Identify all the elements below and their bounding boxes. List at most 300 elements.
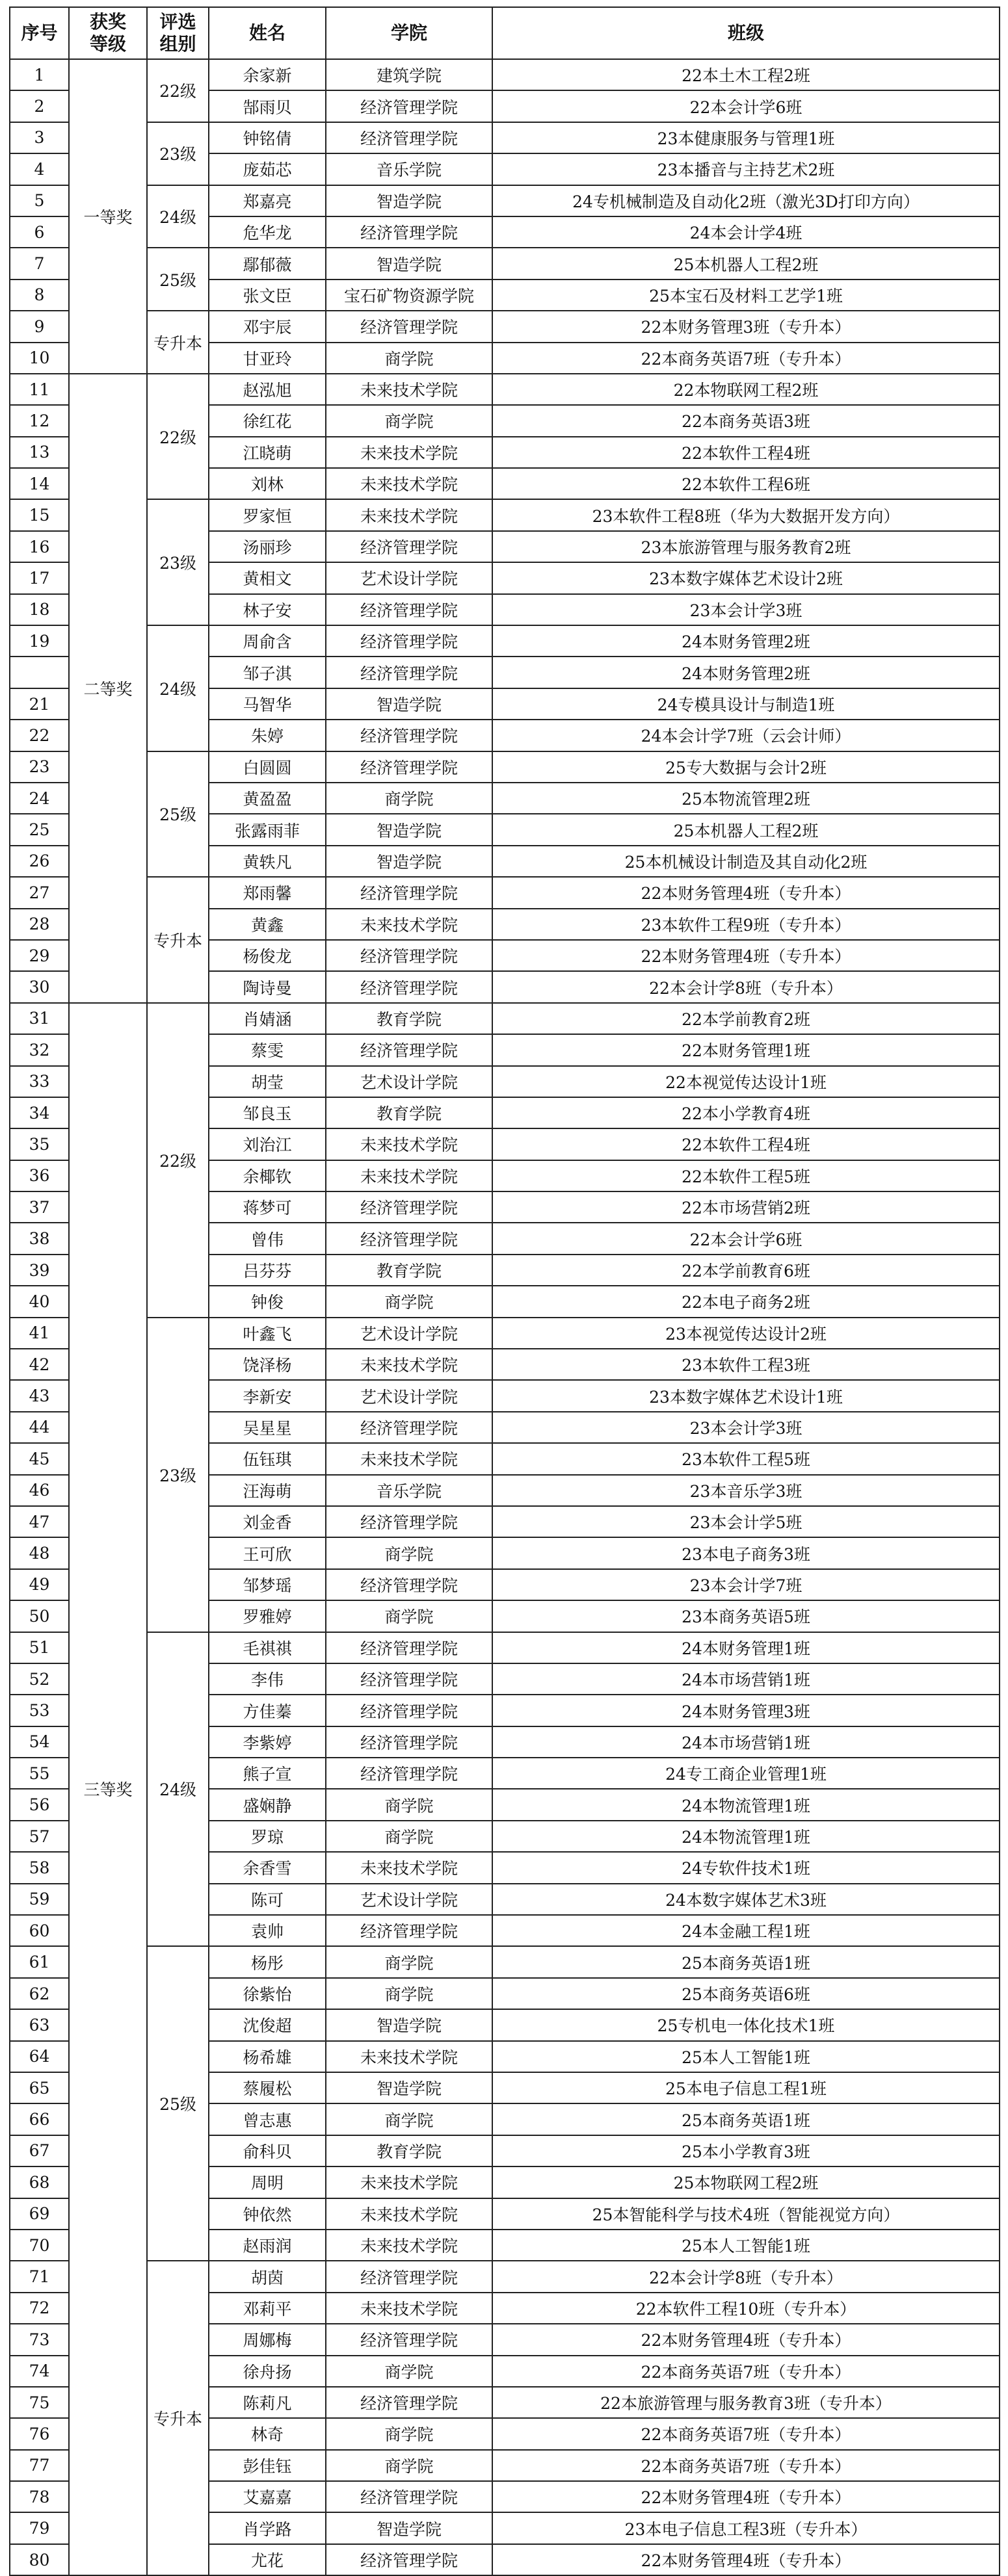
cell-name: 邓莉平	[209, 2293, 326, 2324]
cell-college: 未来技术学院	[326, 468, 492, 499]
cell-class: 22本财务管理4班（专升本）	[492, 877, 1000, 908]
cell-class: 24专软件技术1班	[492, 1852, 1000, 1883]
cell-name: 陶诗曼	[209, 971, 326, 1002]
cell-name: 周明	[209, 2166, 326, 2198]
cell-index: 70	[10, 2230, 69, 2261]
cell-name: 郑雨馨	[209, 877, 326, 908]
cell-college: 商学院	[326, 1978, 492, 2009]
cell-name: 刘林	[209, 468, 326, 499]
cell-index: 24	[10, 783, 69, 814]
cell-index: 18	[10, 594, 69, 625]
cell-class: 25本物联网工程2班	[492, 2166, 1000, 2198]
cell-index: 23	[10, 751, 69, 783]
cell-class: 24本物流管理1班	[492, 1789, 1000, 1820]
cell-class: 22本财务管理4班（专升本）	[492, 2324, 1000, 2355]
cell-class: 22本小学教育4班	[492, 1097, 1000, 1128]
cell-name: 周娜梅	[209, 2324, 326, 2355]
cell-group: 25级	[147, 751, 209, 878]
cell-name: 陈莉凡	[209, 2387, 326, 2418]
cell-name: 蒋梦可	[209, 1191, 326, 1223]
cell-college: 经济管理学院	[326, 2261, 492, 2292]
cell-index: 15	[10, 499, 69, 530]
cell-name: 白圆圆	[209, 751, 326, 783]
cell-index: 76	[10, 2418, 69, 2449]
cell-college: 商学院	[326, 2418, 492, 2449]
cell-class: 25本商务英语6班	[492, 1978, 1000, 2009]
cell-name: 李紫婷	[209, 1726, 326, 1758]
cell-index: 65	[10, 2072, 69, 2103]
table-row	[10, 1003, 1000, 1034]
cell-class: 25本机器人工程2班	[492, 248, 1000, 279]
cell-name: 艾嘉嘉	[209, 2481, 326, 2512]
cell-college: 艺术设计学院	[326, 1380, 492, 1411]
cell-class: 23本播音与主持艺术2班	[492, 153, 1000, 185]
cell-name: 罗雅婷	[209, 1600, 326, 1632]
cell-index: 39	[10, 1255, 69, 1286]
header-row	[10, 7, 1000, 59]
cell-name: 危华龙	[209, 216, 326, 248]
cell-college: 艺术设计学院	[326, 1318, 492, 1349]
cell-index: 40	[10, 1286, 69, 1317]
header-award-line1: 获奖	[89, 11, 126, 33]
cell-college: 经济管理学院	[326, 1695, 492, 1726]
cell-index: 21	[10, 688, 69, 720]
cell-class: 23本软件工程8班（华为大数据开发方向）	[492, 499, 1000, 530]
cell-college: 教育学院	[326, 1255, 492, 1286]
cell-college: 经济管理学院	[326, 1758, 492, 1789]
cell-group: 24级	[147, 625, 209, 751]
cell-college: 未来技术学院	[326, 2041, 492, 2072]
cell-class: 25本人工智能1班	[492, 2041, 1000, 2072]
cell-class: 22本商务英语7班（专升本）	[492, 2450, 1000, 2481]
cell-name: 江晓萌	[209, 437, 326, 468]
cell-class: 24专模具设计与制造1班	[492, 688, 1000, 720]
cell-class: 23本健康服务与管理1班	[492, 122, 1000, 153]
cell-class: 24本数字媒体艺术3班	[492, 1884, 1000, 1915]
cell-college: 商学院	[326, 1946, 492, 1977]
cell-group: 22级	[147, 1003, 209, 1318]
cell-class: 22本视觉传达设计1班	[492, 1066, 1000, 1097]
award-table-body	[10, 59, 1000, 2575]
cell-group: 专升本	[147, 311, 209, 374]
cell-class: 22本软件工程4班	[492, 1128, 1000, 1160]
cell-class: 22本物联网工程2班	[492, 374, 1000, 405]
cell-class: 25本机器人工程2班	[492, 814, 1000, 845]
cell-college: 商学院	[326, 1789, 492, 1820]
cell-college: 经济管理学院	[326, 971, 492, 1002]
cell-index: 14	[10, 468, 69, 499]
cell-class: 23本会计学3班	[492, 1412, 1000, 1443]
cell-college: 教育学院	[326, 1003, 492, 1034]
cell-name: 刘金香	[209, 1506, 326, 1537]
cell-award-level: 三等奖	[69, 1003, 147, 2576]
cell-index: 1	[10, 59, 69, 90]
cell-name: 蔡雯	[209, 1034, 326, 1065]
cell-class: 24专机械制造及自动化2班（激光3D打印方向）	[492, 185, 1000, 216]
cell-college: 音乐学院	[326, 1475, 492, 1506]
cell-group: 22级	[147, 374, 209, 500]
cell-name: 钟铭倩	[209, 122, 326, 153]
cell-name: 曾志惠	[209, 2103, 326, 2135]
cell-group: 23级	[147, 122, 209, 185]
cell-index: 8	[10, 280, 69, 311]
cell-college: 未来技术学院	[326, 2166, 492, 2198]
cell-name: 毛祺祺	[209, 1632, 326, 1663]
cell-class: 23本数字媒体艺术设计1班	[492, 1380, 1000, 1411]
cell-group: 25级	[147, 1946, 209, 2261]
cell-college: 经济管理学院	[326, 1632, 492, 1663]
cell-name: 黄鑫	[209, 909, 326, 940]
table-row	[10, 59, 1000, 90]
cell-college: 艺术设计学院	[326, 562, 492, 593]
cell-name: 胡莹	[209, 1066, 326, 1097]
cell-college: 未来技术学院	[326, 1349, 492, 1380]
cell-class: 22本会计学6班	[492, 1223, 1000, 1254]
cell-index: 42	[10, 1349, 69, 1380]
cell-group: 专升本	[147, 2261, 209, 2575]
cell-index: 50	[10, 1600, 69, 1632]
cell-name: 胡茵	[209, 2261, 326, 2292]
cell-name: 徐紫怡	[209, 1978, 326, 2009]
cell-index: 13	[10, 437, 69, 468]
cell-index: 55	[10, 1758, 69, 1789]
cell-class: 23本电子信息工程3班（专升本）	[492, 2512, 1000, 2543]
cell-class: 24本财务管理2班	[492, 625, 1000, 657]
cell-class: 24专工商企业管理1班	[492, 1758, 1000, 1789]
cell-class: 25本人工智能1班	[492, 2230, 1000, 2261]
cell-college: 未来技术学院	[326, 2293, 492, 2324]
cell-class: 24本会计学7班（云会计师）	[492, 720, 1000, 751]
cell-college: 智造学院	[326, 248, 492, 279]
cell-name: 张文臣	[209, 280, 326, 311]
cell-college: 未来技术学院	[326, 909, 492, 940]
cell-index: 67	[10, 2135, 69, 2166]
cell-name: 余香雪	[209, 1852, 326, 1883]
table-row	[10, 625, 1000, 657]
cell-class: 23本软件工程5班	[492, 1443, 1000, 1474]
cell-college: 经济管理学院	[326, 720, 492, 751]
cell-name: 邹梦瑶	[209, 1569, 326, 1600]
cell-name: 黄轶凡	[209, 846, 326, 877]
cell-index: 41	[10, 1318, 69, 1349]
cell-class: 23本软件工程3班	[492, 1349, 1000, 1380]
cell-college: 经济管理学院	[326, 625, 492, 657]
cell-college: 经济管理学院	[326, 1223, 492, 1254]
cell-name: 方佳蓁	[209, 1695, 326, 1726]
cell-class: 22本软件工程4班	[492, 437, 1000, 468]
cell-index: 73	[10, 2324, 69, 2355]
cell-college: 智造学院	[326, 688, 492, 720]
cell-name: 吕芬芬	[209, 1255, 326, 1286]
cell-college: 经济管理学院	[326, 2387, 492, 2418]
cell-index: 75	[10, 2387, 69, 2418]
cell-college: 经济管理学院	[326, 1506, 492, 1537]
cell-class: 25本电子信息工程1班	[492, 2072, 1000, 2103]
cell-class: 24本财务管理3班	[492, 1695, 1000, 1726]
cell-index: 44	[10, 1412, 69, 1443]
cell-index: 4	[10, 153, 69, 185]
cell-class: 22本商务英语7班（专升本）	[492, 2356, 1000, 2387]
cell-college: 教育学院	[326, 1097, 492, 1128]
table-row	[10, 185, 1000, 216]
cell-index: 79	[10, 2512, 69, 2543]
cell-index: 45	[10, 1443, 69, 1474]
cell-class: 25本商务英语1班	[492, 2103, 1000, 2135]
cell-name: 余家新	[209, 59, 326, 90]
cell-group: 23级	[147, 1318, 209, 1632]
cell-class: 23本会计学3班	[492, 594, 1000, 625]
cell-class: 24本财务管理2班	[492, 657, 1000, 688]
cell-class: 24本会计学4班	[492, 216, 1000, 248]
cell-name: 杨俊龙	[209, 940, 326, 971]
cell-college: 经济管理学院	[326, 1663, 492, 1695]
cell-college: 商学院	[326, 2103, 492, 2135]
cell-class: 25本商务英语1班	[492, 1946, 1000, 1977]
cell-name: 郑嘉亮	[209, 185, 326, 216]
cell-index: 35	[10, 1128, 69, 1160]
cell-class: 22本学前教育2班	[492, 1003, 1000, 1034]
cell-index	[10, 657, 69, 688]
cell-class: 24本物流管理1班	[492, 1821, 1000, 1852]
cell-index: 46	[10, 1475, 69, 1506]
cell-index: 49	[10, 1569, 69, 1600]
cell-college: 未来技术学院	[326, 1160, 492, 1191]
cell-college: 智造学院	[326, 846, 492, 877]
cell-index: 59	[10, 1884, 69, 1915]
cell-class: 22本商务英语7班（专升本）	[492, 343, 1000, 374]
header-college: 学院	[326, 7, 492, 59]
cell-index: 31	[10, 1003, 69, 1034]
cell-name: 陈可	[209, 1884, 326, 1915]
cell-group: 专升本	[147, 877, 209, 1003]
cell-name: 邓宇辰	[209, 311, 326, 342]
cell-name: 郜雨贝	[209, 90, 326, 122]
cell-index: 6	[10, 216, 69, 248]
cell-index: 2	[10, 90, 69, 122]
cell-index: 51	[10, 1632, 69, 1663]
table-row	[10, 751, 1000, 783]
cell-class: 22本学前教育6班	[492, 1255, 1000, 1286]
header-class: 班级	[492, 7, 1000, 59]
cell-index: 58	[10, 1852, 69, 1883]
cell-college: 未来技术学院	[326, 1443, 492, 1474]
cell-index: 80	[10, 2544, 69, 2575]
cell-college: 音乐学院	[326, 153, 492, 185]
table-row	[10, 877, 1000, 908]
cell-college: 经济管理学院	[326, 122, 492, 153]
cell-college: 艺术设计学院	[326, 1884, 492, 1915]
header-name: 姓名	[209, 7, 326, 59]
table-row	[10, 2261, 1000, 2292]
cell-class: 25本物流管理2班	[492, 783, 1000, 814]
cell-class: 22本财务管理1班	[492, 1034, 1000, 1065]
cell-college: 未来技术学院	[326, 499, 492, 530]
cell-class: 23本视觉传达设计2班	[492, 1318, 1000, 1349]
cell-class: 22本会计学8班（专升本）	[492, 2261, 1000, 2292]
cell-name: 余椰钦	[209, 1160, 326, 1191]
cell-college: 艺术设计学院	[326, 1066, 492, 1097]
header-group-line1: 评选	[159, 11, 196, 33]
cell-college: 经济管理学院	[326, 751, 492, 783]
cell-college: 经济管理学院	[326, 2481, 492, 2512]
cell-class: 23本数字媒体艺术设计2班	[492, 562, 1000, 593]
cell-college: 经济管理学院	[326, 2324, 492, 2355]
cell-class: 23本旅游管理与服务教育2班	[492, 531, 1000, 562]
cell-class: 22本会计学6班	[492, 90, 1000, 122]
cell-index: 54	[10, 1726, 69, 1758]
cell-college: 经济管理学院	[326, 1412, 492, 1443]
header-group-line2: 组别	[159, 33, 196, 55]
cell-award-level: 二等奖	[69, 374, 147, 1003]
cell-class: 22本软件工程10班（专升本）	[492, 2293, 1000, 2324]
cell-name: 庞茹芯	[209, 153, 326, 185]
table-row	[10, 311, 1000, 342]
cell-college: 商学院	[326, 2450, 492, 2481]
cell-name: 邹良玉	[209, 1097, 326, 1128]
cell-college: 智造学院	[326, 814, 492, 845]
cell-college: 商学院	[326, 1286, 492, 1317]
cell-college: 未来技术学院	[326, 1852, 492, 1883]
cell-class: 22本商务英语7班（专升本）	[492, 2418, 1000, 2449]
cell-class: 23本电子商务3班	[492, 1537, 1000, 1568]
cell-name: 盛娴静	[209, 1789, 326, 1820]
cell-college: 经济管理学院	[326, 1915, 492, 1946]
award-table	[9, 7, 1000, 2576]
cell-index: 7	[10, 248, 69, 279]
cell-index: 36	[10, 1160, 69, 1191]
cell-index: 29	[10, 940, 69, 971]
cell-college: 未来技术学院	[326, 2230, 492, 2261]
cell-index: 3	[10, 122, 69, 153]
cell-name: 赵泓旭	[209, 374, 326, 405]
cell-class: 22本市场营销2班	[492, 1191, 1000, 1223]
cell-college: 经济管理学院	[326, 311, 492, 342]
cell-name: 徐舟扬	[209, 2356, 326, 2387]
cell-class: 23本会计学5班	[492, 1506, 1000, 1537]
cell-index: 66	[10, 2103, 69, 2135]
cell-index: 26	[10, 846, 69, 877]
cell-group: 23级	[147, 499, 209, 625]
cell-class: 25本小学教育3班	[492, 2135, 1000, 2166]
cell-name: 王可欣	[209, 1537, 326, 1568]
cell-name: 林奇	[209, 2418, 326, 2449]
cell-class: 25本智能科学与技术4班（智能视觉方向）	[492, 2198, 1000, 2230]
cell-college: 商学院	[326, 783, 492, 814]
table-row	[10, 122, 1000, 153]
cell-class: 24本市场营销1班	[492, 1663, 1000, 1695]
cell-index: 33	[10, 1066, 69, 1097]
cell-name: 沈俊超	[209, 2009, 326, 2040]
cell-index: 28	[10, 909, 69, 940]
cell-college: 经济管理学院	[326, 90, 492, 122]
cell-index: 34	[10, 1097, 69, 1128]
cell-college: 建筑学院	[326, 59, 492, 90]
cell-name: 汪海萌	[209, 1475, 326, 1506]
cell-college: 教育学院	[326, 2135, 492, 2166]
cell-class: 22本财务管理4班（专升本）	[492, 2481, 1000, 2512]
cell-name: 曾伟	[209, 1223, 326, 1254]
cell-index: 30	[10, 971, 69, 1002]
cell-class: 23本商务英语5班	[492, 1600, 1000, 1632]
cell-index: 77	[10, 2450, 69, 2481]
cell-index: 68	[10, 2166, 69, 2198]
cell-college: 经济管理学院	[326, 657, 492, 688]
cell-college: 经济管理学院	[326, 1726, 492, 1758]
cell-name: 杨希雄	[209, 2041, 326, 2072]
cell-index: 16	[10, 531, 69, 562]
cell-name: 鄢郁薇	[209, 248, 326, 279]
cell-index: 60	[10, 1915, 69, 1946]
cell-award-level: 一等奖	[69, 59, 147, 374]
cell-name: 钟依然	[209, 2198, 326, 2230]
cell-index: 25	[10, 814, 69, 845]
cell-index: 37	[10, 1191, 69, 1223]
table-row	[10, 374, 1000, 405]
cell-index: 71	[10, 2261, 69, 2292]
cell-index: 61	[10, 1946, 69, 1977]
cell-index: 43	[10, 1380, 69, 1411]
cell-class: 25本机械设计制造及其自动化2班	[492, 846, 1000, 877]
cell-name: 黄相文	[209, 562, 326, 593]
cell-class: 23本音乐学3班	[492, 1475, 1000, 1506]
cell-name: 罗家恒	[209, 499, 326, 530]
cell-name: 伍钰琪	[209, 1443, 326, 1474]
cell-class: 22本财务管理4班（专升本）	[492, 2544, 1000, 2575]
table-row	[10, 1946, 1000, 1977]
cell-index: 63	[10, 2009, 69, 2040]
cell-college: 智造学院	[326, 2072, 492, 2103]
cell-group: 24级	[147, 185, 209, 248]
cell-name: 罗琼	[209, 1821, 326, 1852]
cell-name: 熊子宣	[209, 1758, 326, 1789]
table-row	[10, 248, 1000, 279]
cell-name: 吴星星	[209, 1412, 326, 1443]
cell-college: 经济管理学院	[326, 531, 492, 562]
cell-name: 徐红花	[209, 405, 326, 436]
cell-index: 56	[10, 1789, 69, 1820]
cell-class: 23本会计学7班	[492, 1569, 1000, 1600]
header-award	[69, 7, 147, 59]
cell-college: 经济管理学院	[326, 2544, 492, 2575]
cell-group: 24级	[147, 1632, 209, 1947]
cell-college: 商学院	[326, 405, 492, 436]
cell-class: 24本市场营销1班	[492, 1726, 1000, 1758]
cell-class: 25专机电一体化技术1班	[492, 2009, 1000, 2040]
cell-college: 商学院	[326, 2356, 492, 2387]
cell-index: 53	[10, 1695, 69, 1726]
cell-class: 22本软件工程6班	[492, 468, 1000, 499]
cell-name: 叶鑫飞	[209, 1318, 326, 1349]
cell-index: 57	[10, 1821, 69, 1852]
cell-college: 商学院	[326, 1600, 492, 1632]
cell-college: 经济管理学院	[326, 877, 492, 908]
cell-college: 商学院	[326, 1821, 492, 1852]
cell-name: 彭佳钰	[209, 2450, 326, 2481]
cell-class: 24本财务管理1班	[492, 1632, 1000, 1663]
header-index: 序号	[10, 7, 69, 59]
cell-college: 宝石矿物资源学院	[326, 280, 492, 311]
cell-index: 64	[10, 2041, 69, 2072]
cell-index: 19	[10, 625, 69, 657]
header-group	[147, 7, 209, 59]
cell-college: 商学院	[326, 1537, 492, 1568]
cell-index: 74	[10, 2356, 69, 2387]
cell-name: 周俞含	[209, 625, 326, 657]
cell-index: 22	[10, 720, 69, 751]
cell-index: 10	[10, 343, 69, 374]
cell-name: 杨彤	[209, 1946, 326, 1977]
cell-name: 邹子淇	[209, 657, 326, 688]
